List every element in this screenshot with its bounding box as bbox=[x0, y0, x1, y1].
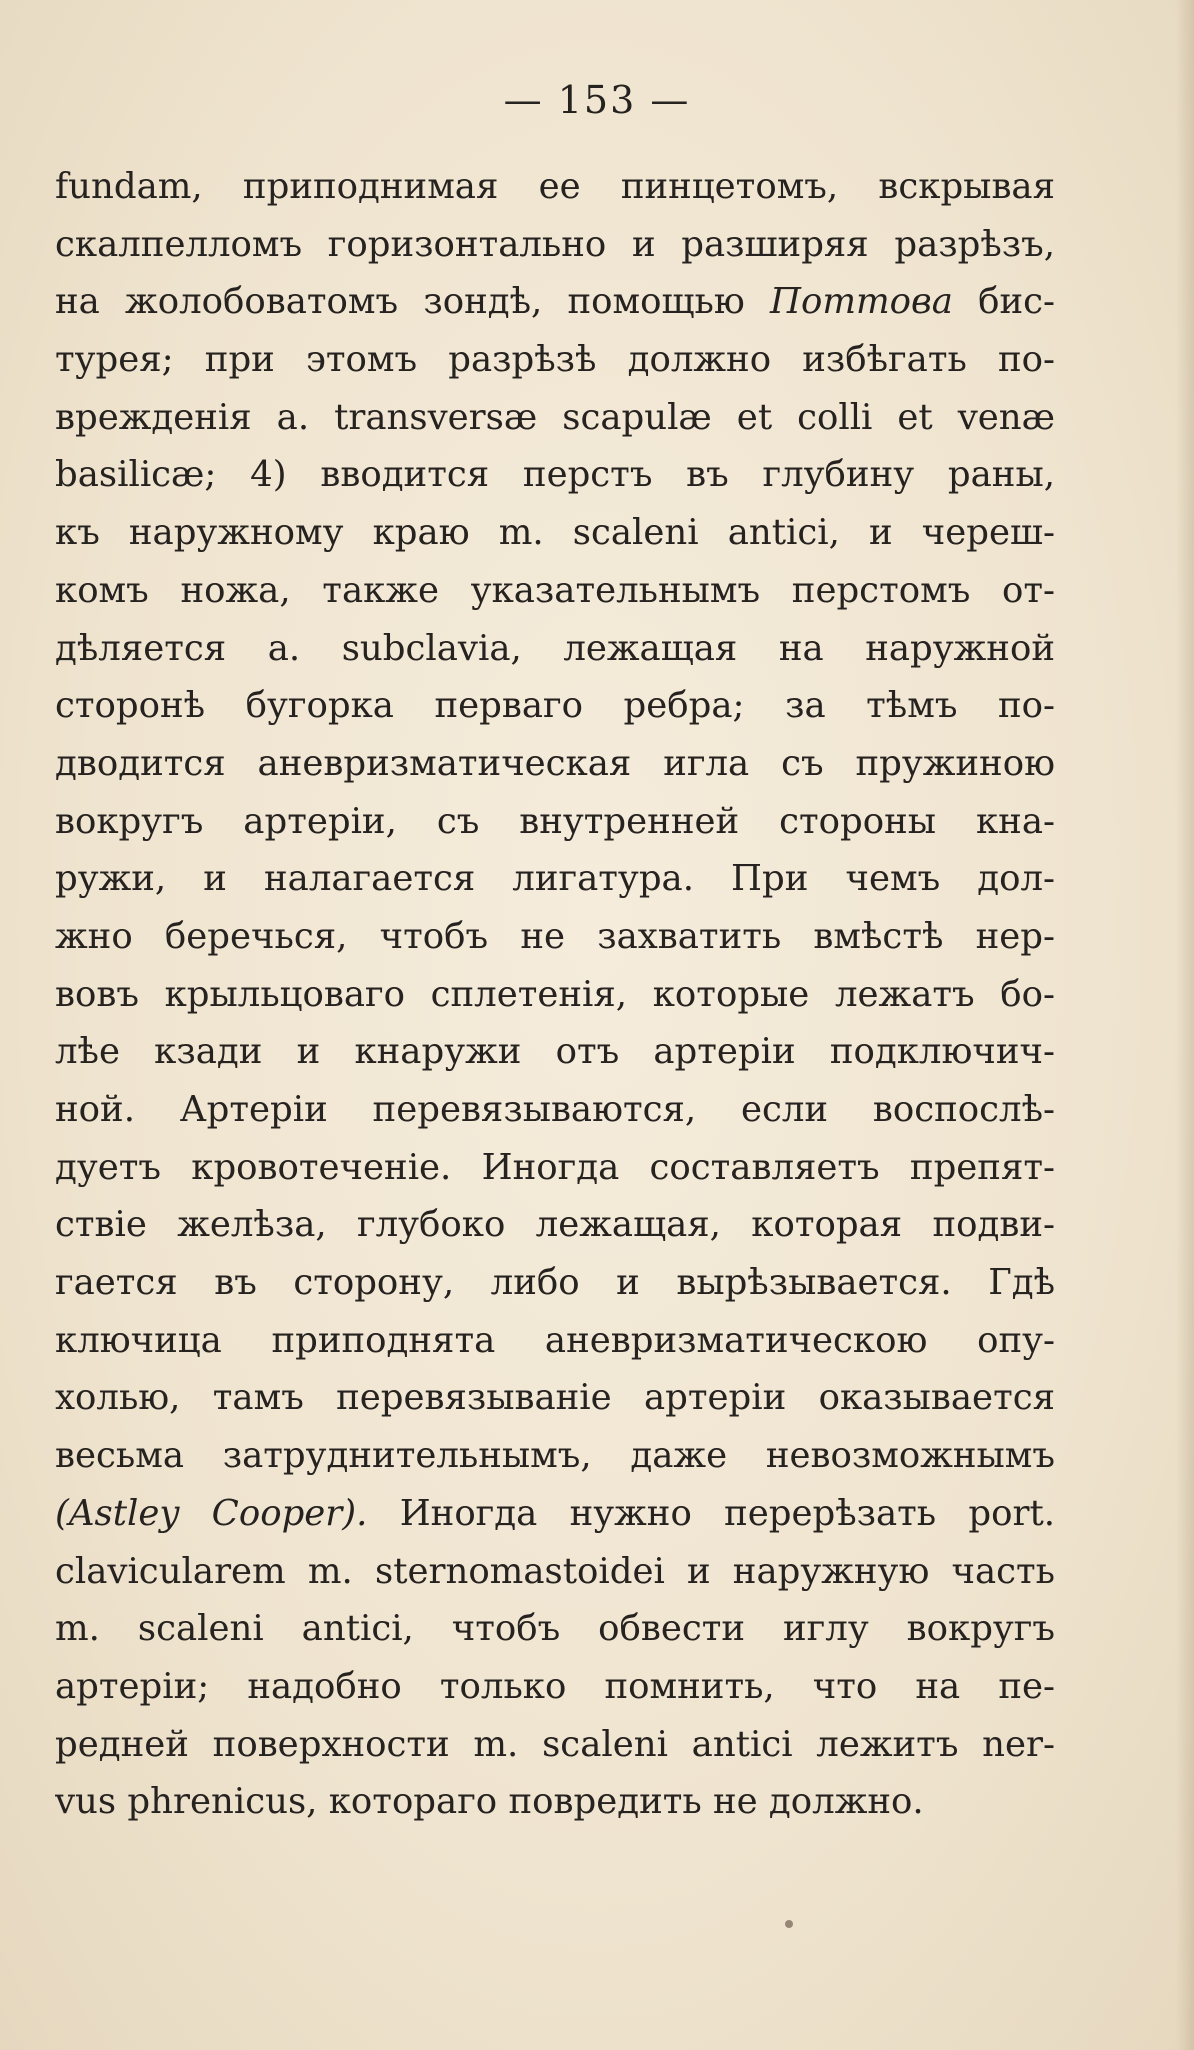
text-segment: на жолобоватомъ зондѣ, помощью bbox=[55, 281, 770, 323]
text-line: врежденія a. transversæ scapulæ et colli et venæ bbox=[55, 396, 1055, 438]
text-line: clavicularem m. sternomastoidei и наружную часть bbox=[55, 1550, 1055, 1592]
text-line: ной. Артеріи перевязываются, если воспослѣ- bbox=[55, 1089, 1055, 1130]
text-line-last: vus phrenicus, котораго повредить не должно. bbox=[55, 1781, 924, 1823]
text-line: дуетъ кровотеченіе. Иногда составляетъ препят- bbox=[55, 1146, 1055, 1188]
text-segment: бис- bbox=[952, 281, 1055, 323]
text-segment: Иногда нужно перерѣзать port. bbox=[367, 1492, 1055, 1534]
text-line: лѣе кзади и кнаружи отъ артеріи подключич- bbox=[55, 1031, 1055, 1073]
text-line bbox=[55, 273, 1055, 331]
text-line: комъ ножа, также указательнымъ перстомъ от- bbox=[55, 569, 1055, 611]
text-line: къ наружному краю m. scaleni antici, и череш- bbox=[55, 512, 1055, 554]
text-line: скалпелломъ горизонтально и разширяя разрѣзъ, bbox=[55, 223, 1055, 265]
text-line: дводится аневризматическая игла съ пружиною bbox=[55, 742, 1055, 784]
text-line: ствіе желѣза, глубоко лежащая, которая подви- bbox=[55, 1204, 1055, 1246]
text-line: вокругъ артеріи, съ внутренней стороны кна- bbox=[55, 800, 1055, 842]
text-line: весьма затруднительнымъ, даже невозможнымъ bbox=[55, 1435, 1055, 1477]
text-line: турея; при этомъ разрѣзѣ должно избѣгать по- bbox=[55, 339, 1055, 381]
text-line bbox=[55, 1485, 1055, 1543]
ink-speck bbox=[785, 1920, 793, 1928]
text-line: сторонѣ бугорка перваго ребра; за тѣмъ по- bbox=[55, 685, 1055, 727]
text-line: ружи, и налагается лигатура. При чемъ дол- bbox=[55, 858, 1055, 900]
text-line: basilicæ; 4) вводится перстъ въ глубину раны, bbox=[55, 454, 1055, 496]
text-line: дѣляется a. subclavia, лежащая на наружной bbox=[55, 627, 1055, 669]
text-line: жно беречься, чтобъ не захватить вмѣстѣ нер- bbox=[55, 915, 1055, 957]
text-line: холью, тамъ перевязываніе артеріи оказывается bbox=[55, 1377, 1055, 1419]
page-edge-shadow bbox=[1176, 0, 1194, 2050]
body-text bbox=[55, 158, 1055, 1831]
text-line: вовъ крыльцоваго сплетенія, которые лежатъ бо- bbox=[55, 973, 1055, 1015]
page-number: — 153 — bbox=[503, 78, 691, 122]
text-line: гается въ сторону, либо и вырѣзывается. Гдѣ bbox=[55, 1262, 1055, 1304]
text-line: fundam, приподнимая ее пинцетомъ, вскрывая bbox=[55, 166, 1055, 207]
text-line: ключица приподнята аневризматическою опу- bbox=[55, 1319, 1055, 1361]
text-line: редней поверхности m. scaleni antici лежитъ ner- bbox=[55, 1723, 1055, 1765]
text-line: артеріи; надобно только помнить, что на пе- bbox=[55, 1665, 1055, 1707]
italic-name: (Astley Cooper). bbox=[55, 1492, 368, 1534]
text-line: m. scaleni antici, чтобъ обвести иглу вокругъ bbox=[55, 1608, 1055, 1650]
italic-name: Поттова bbox=[770, 281, 953, 323]
